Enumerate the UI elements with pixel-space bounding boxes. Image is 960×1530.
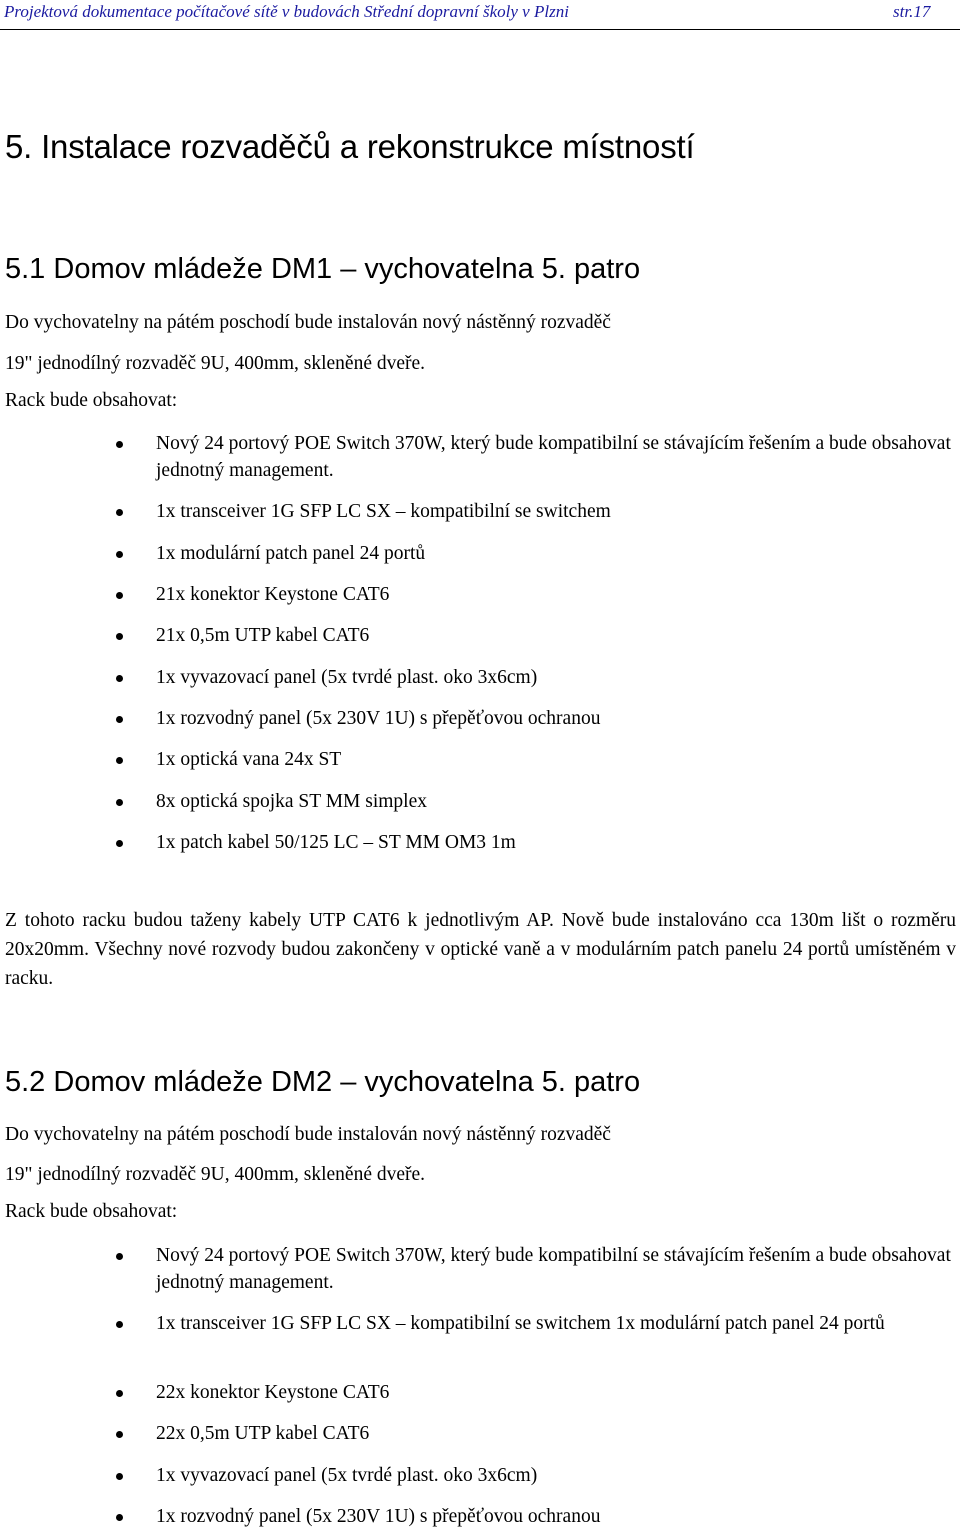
list-item: 1x vyvazovací panel (5x tvrdé plast. oko 3x6cm) [156, 1462, 956, 1489]
bullet-icon [116, 1431, 123, 1438]
bullet-icon [116, 509, 123, 516]
list-item: 1x vyvazovací panel (5x tvrdé plast. oko 3x6cm) [156, 664, 956, 691]
bullet-icon [116, 1473, 123, 1480]
bullet-icon [116, 1253, 123, 1260]
list-item: 22x konektor Keystone CAT6 [156, 1379, 956, 1406]
list-item: 1x modulární patch panel 24 portů [156, 540, 956, 567]
rack-label: Rack bude obsahovat: [5, 390, 178, 411]
page-header [0, 0, 960, 30]
list-item: 22x 0,5m UTP kabel CAT6 [156, 1420, 956, 1447]
list-item: 1x rozvodný panel (5x 230V 1U) s přepěťovou ochranou [156, 705, 956, 732]
list-item: 21x konektor Keystone CAT6 [156, 581, 956, 608]
bullet-icon [116, 716, 123, 723]
bullet-icon [116, 757, 123, 764]
rack-spec: 19" jednodílný rozvaděč 9U, 400mm, skleněné dveře. [5, 353, 426, 374]
section-heading: 5. Instalace rozvaděčů a rekonstrukce místností [5, 128, 695, 165]
list-item: 1x patch kabel 50/125 LC – ST MM OM3 1m [156, 829, 956, 856]
bullet-icon [116, 1321, 123, 1328]
intro-text: Do vychovatelny na pátém poschodí bude instalován nový nástěnný rozvaděč [5, 312, 611, 333]
list-item: 1x transceiver 1G SFP LC SX – kompatibilní se switchem 1x modulární patch panel 24 portů [156, 1310, 956, 1337]
bullet-icon [116, 675, 123, 682]
list-item: 21x 0,5m UTP kabel CAT6 [156, 622, 956, 649]
bullet-icon [116, 1514, 123, 1521]
subsection-heading-5-2: 5.2 Domov mládeže DM2 – vychovatelna 5. patro [5, 1066, 641, 1098]
intro-text: Do vychovatelny na pátém poschodí bude instalován nový nástěnný rozvaděč [5, 1124, 611, 1145]
list-item: 1x rozvodný panel (5x 230V 1U) s přepěťovou ochranou [156, 1503, 956, 1530]
bullet-icon [116, 840, 123, 847]
bullet-icon [116, 592, 123, 599]
rack-spec: 19" jednodílný rozvaděč 9U, 400mm, skleněné dveře. [5, 1164, 426, 1185]
bullet-icon [116, 1390, 123, 1397]
list-item: Nový 24 portový POE Switch 370W, který bude kompatibilní se stávajícím řešením a bude obsahovat jednotný management. [156, 430, 956, 484]
closing-paragraph: Z tohoto racku budou taženy kabely UTP CAT6 k jednotlivým AP. Nově bude instalováno cca 130m lišt o rozměru 20x20mm. Všechny nové rozvody budou zakončeny v optické vaně a v modulárním patch panelu 24 portů umístěném v racku. [5, 910, 956, 989]
list-item: Nový 24 portový POE Switch 370W, který bude kompatibilní se stávajícím řešením a bude obsahovat jednotný management. [156, 1242, 956, 1296]
bullet-icon [116, 551, 123, 558]
subsection-heading-5-1: 5.1 Domov mládeže DM1 – vychovatelna 5. patro [5, 253, 641, 285]
page-number: str.17 [893, 2, 931, 21]
bullet-icon [116, 799, 123, 806]
bullet-icon [116, 633, 123, 640]
list-item: 1x transceiver 1G SFP LC SX – kompatibilní se switchem [156, 498, 956, 525]
list-item: 8x optická spojka ST MM simplex [156, 788, 956, 815]
list-item: 1x optická vana 24x ST [156, 746, 956, 773]
bullet-icon [116, 441, 123, 448]
document-title: Projektová dokumentace počítačové sítě v budovách Střední dopravní školy v Plzni [4, 2, 569, 21]
rack-label: Rack bude obsahovat: [5, 1201, 178, 1222]
